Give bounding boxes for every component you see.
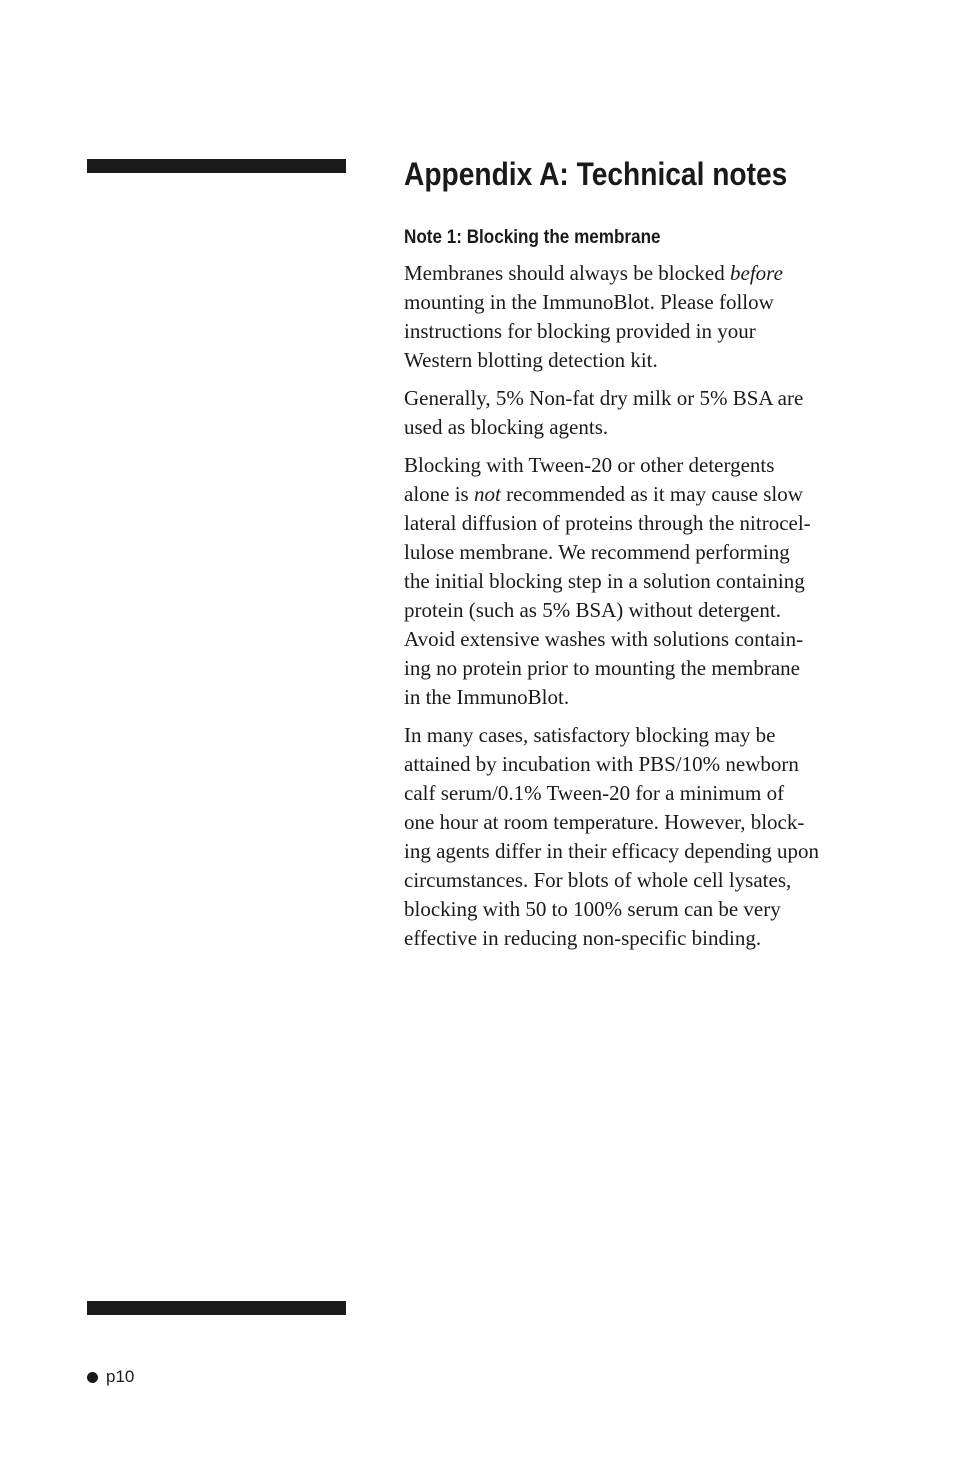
text-line: lulose membrane. We recommend performing: [404, 540, 790, 564]
paragraph-satisfactory-blocking: [404, 721, 874, 953]
text-line: in the ImmunoBlot.: [404, 685, 570, 709]
text-line: ing agents differ in their efficacy depending upon: [404, 839, 820, 863]
text-line: protein (such as 5% BSA) without detergent.: [404, 598, 781, 622]
page-number: p10: [106, 1367, 135, 1386]
text-line: circumstances. For blots of whole cell lysates,: [404, 868, 792, 892]
text-line: calf serum/0.1% Tween-20 for a minimum of: [404, 781, 785, 805]
text-line: [404, 259, 874, 288]
text-line: effective in reducing non-specific binding.: [404, 926, 762, 950]
text-line: one hour at room temperature. However, block-: [404, 810, 805, 834]
text-line: the initial blocking step in a solution containing: [404, 569, 805, 593]
text-line: Avoid extensive washes with solutions contain-: [404, 627, 804, 651]
top-rule: [87, 159, 346, 173]
text-line: mounting in the ImmunoBlot. Please follow: [404, 290, 774, 314]
text-line: instructions for blocking provided in your: [404, 319, 756, 343]
text-line: Blocking with Tween-20 or other detergents: [404, 453, 775, 477]
bottom-rule: [87, 1301, 346, 1315]
text-line: Generally, 5% Non-fat dry milk or 5% BSA are: [404, 386, 804, 410]
note-heading: Note 1: Blocking the membrane: [404, 227, 661, 248]
text-line: [404, 480, 874, 509]
text-line: ing no protein prior to mounting the membrane: [404, 656, 801, 680]
text-line: In many cases, satisfactory blocking may be: [404, 723, 776, 747]
text-line: blocking with 50 to 100% serum can be very: [404, 897, 781, 921]
emphasis-text: before: [730, 261, 783, 285]
text-run: alone is: [404, 482, 474, 506]
emphasis-text: not: [473, 482, 501, 506]
text-line: Western blotting detection kit.: [404, 348, 658, 372]
text-line: used as blocking agents.: [404, 415, 609, 439]
paragraph-detergents: [404, 451, 874, 712]
page-title: Appendix A: Technical notes: [404, 156, 788, 192]
text-line: lateral diffusion of proteins through the nitrocel-: [404, 511, 811, 535]
page-footer: [87, 1367, 134, 1387]
bullet-icon: [87, 1372, 98, 1383]
text-line: attained by incubation with PBS/10% newborn: [404, 752, 799, 776]
paragraph-blocking-agents: [404, 384, 874, 442]
main-content: [404, 150, 874, 962]
text-run: recommended as it may cause slow: [500, 482, 803, 506]
text-run: Membranes should always be blocked: [404, 261, 731, 285]
paragraph-blocking-before: [404, 259, 874, 375]
